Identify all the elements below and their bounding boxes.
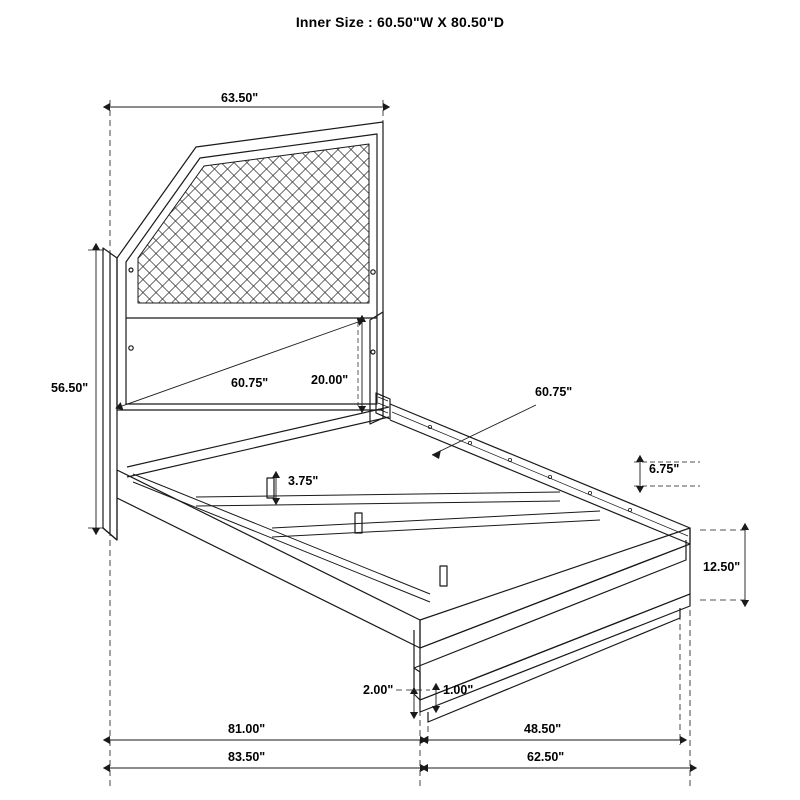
dim-overall-length: 83.50" — [228, 750, 266, 764]
dim-headboard-width: 63.50" — [221, 91, 259, 105]
dim-footboard-height: 12.50" — [703, 560, 741, 574]
dim-center-support-height: 3.75" — [288, 474, 319, 488]
dim-slat-to-rail-height: 6.75" — [649, 462, 680, 476]
dim-inner-length: 81.00" — [228, 722, 266, 736]
dim-headboard-panel-height: 20.00" — [311, 373, 349, 387]
dim-headboard-panel-width: 60.75" — [231, 376, 269, 390]
bed-outline — [103, 122, 690, 722]
page-title: Inner Size : 60.50"W X 80.50"D — [295, 14, 505, 30]
dim-side-rail-span: 60.75" — [535, 385, 573, 399]
dim-footboard-inner-width: 48.50" — [524, 722, 562, 736]
dim-foot-clearance: 1.00" — [443, 683, 474, 697]
dim-footboard-base-height: 2.00" — [363, 683, 394, 697]
dim-overall-width: 62.50" — [527, 750, 565, 764]
dim-overall-height: 56.50" — [51, 381, 89, 395]
